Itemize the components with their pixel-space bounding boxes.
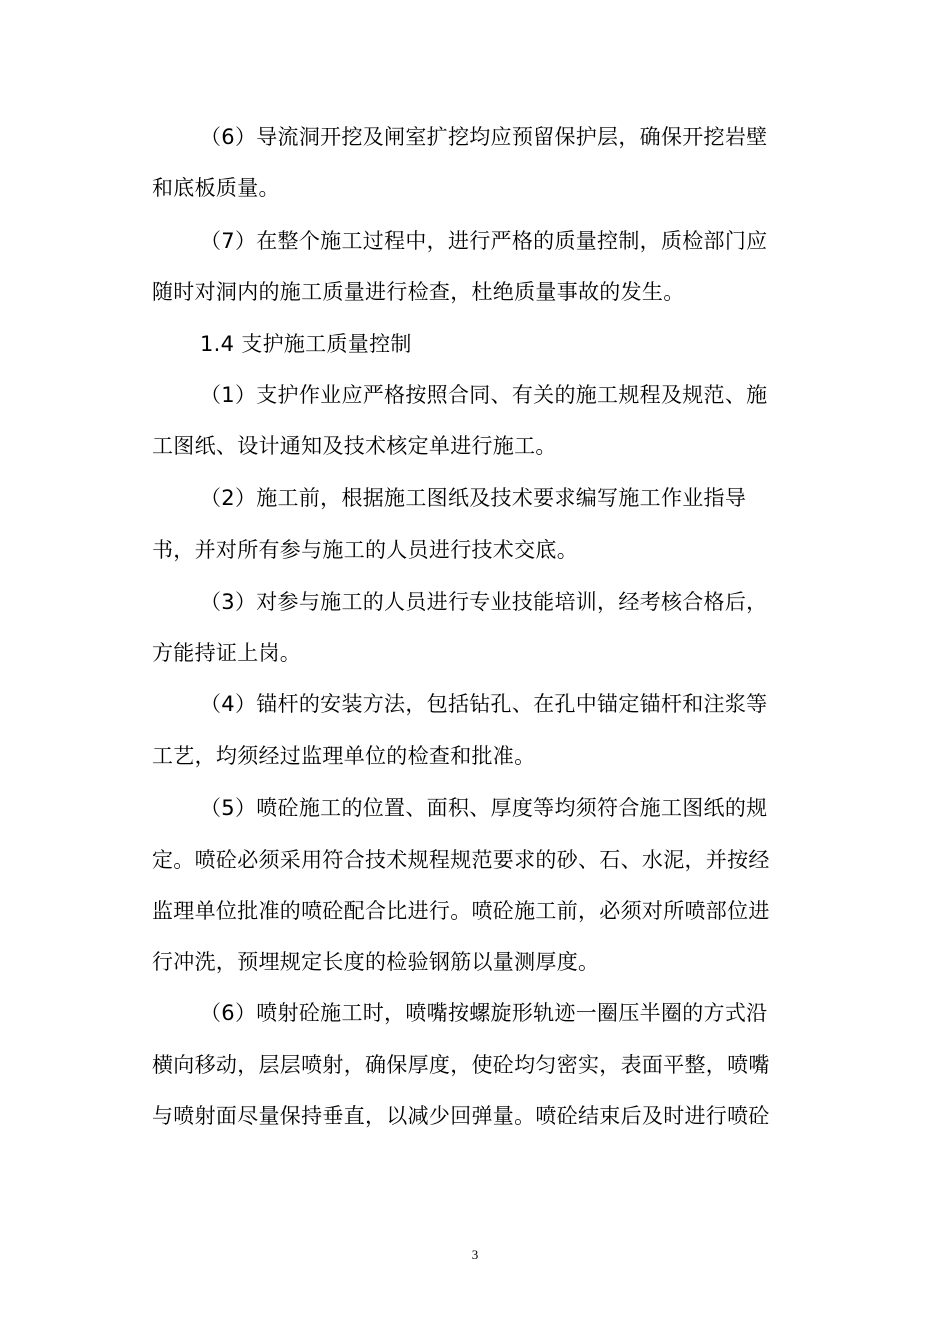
paragraph-line: （5）喷砼施工的位置、面积、厚度等均须符合施工图纸的规 (200, 796, 768, 820)
paragraph-line: 定。喷砼必须采用符合技术规程规范要求的砂、石、水泥，并按经 (152, 848, 770, 872)
paragraph-line: 随时对洞内的施工质量进行检查，杜绝质量事故的发生。 (152, 280, 685, 304)
paragraph-line: 和底板质量。 (152, 176, 280, 200)
paragraph-line: （6）导流洞开挖及闸室扩挖均应预留保护层，确保开挖岩壁 (200, 125, 768, 149)
paragraph-line: 工图纸、设计通知及技术核定单进行施工。 (152, 434, 557, 458)
paragraph-line: （6）喷射砼施工时，喷嘴按螺旋形轨迹一圈压半圈的方式沿 (200, 1001, 768, 1025)
paragraph-line: 监理单位批准的喷砼配合比进行。喷砼施工前，必须对所喷部位进 (152, 899, 770, 923)
paragraph-line: （1）支护作业应严格按照合同、有关的施工规程及规范、施 (200, 383, 768, 407)
section-heading: 1.4 支护施工质量控制 (200, 332, 412, 356)
paragraph-line: （7）在整个施工过程中，进行严格的质量控制，质检部门应 (200, 229, 768, 253)
paragraph-line: （3）对参与施工的人员进行专业技能培训，经考核合格后， (200, 590, 768, 614)
page-number: 3 (471, 1247, 479, 1262)
paragraph-line: 行冲洗，预埋规定长度的检验钢筋以量测厚度。 (152, 950, 600, 974)
paragraph-line: 横向移动，层层喷射，确保厚度，使砼均匀密实，表面平整，喷嘴 (152, 1053, 770, 1077)
paragraph-line: 方能持证上岗。 (152, 641, 302, 665)
paragraph-line: 书，并对所有参与施工的人员进行技术交底。 (152, 538, 578, 562)
paragraph-line: （4）锚杆的安装方法，包括钻孔、在孔中锚定锚杆和注浆等 (200, 692, 768, 716)
paragraph-line: 与喷射面尽量保持垂直，以减少回弹量。喷砼结束后及时进行喷砼 (152, 1104, 770, 1128)
paragraph-line: 工艺，均须经过监理单位的检查和批准。 (152, 744, 536, 768)
paragraph-line: （2）施工前，根据施工图纸及技术要求编写施工作业指导 (200, 486, 747, 510)
